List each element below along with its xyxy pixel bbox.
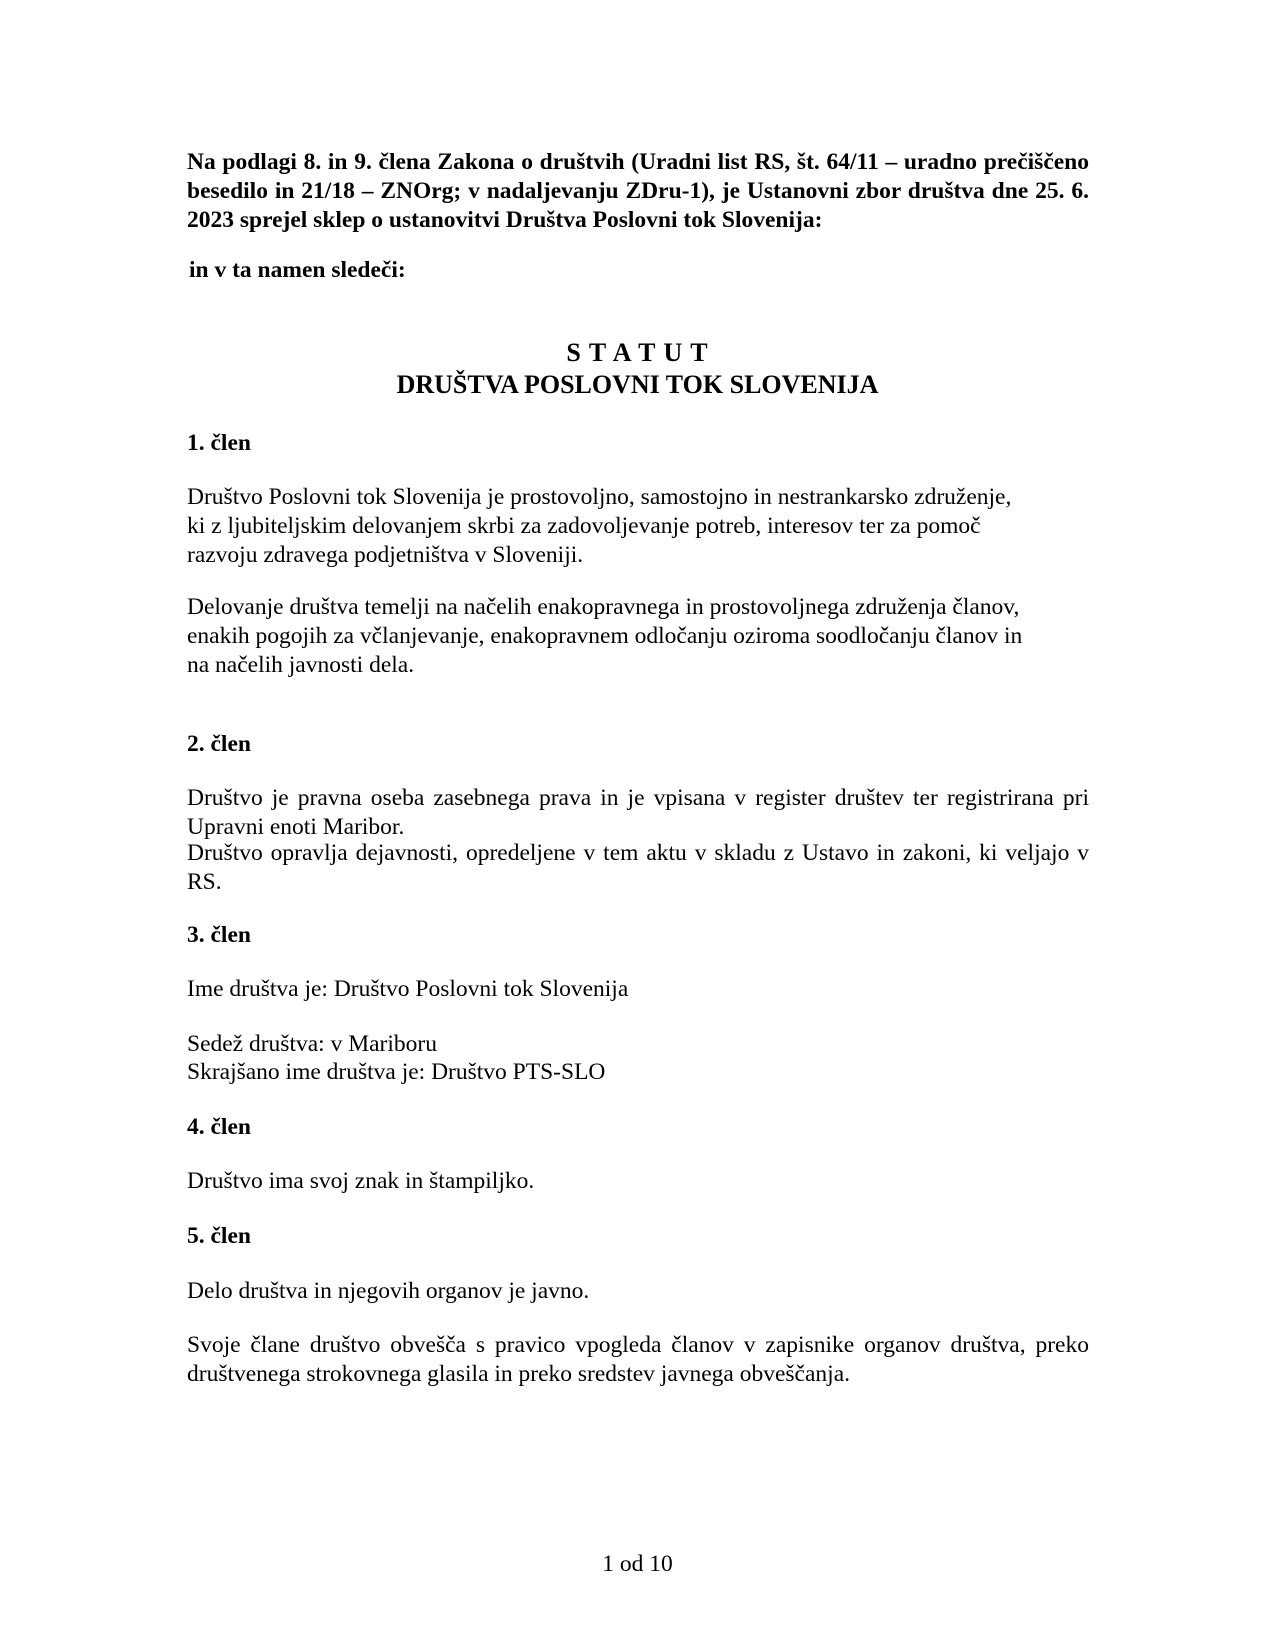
article-5-text: Delo društva in njegovih organov je javno.	[187, 1278, 590, 1304]
text-line: ki z ljubiteljskim delovanjem skrbi za zadovoljevanje potreb, interesov ter za pomoč	[187, 513, 981, 539]
article-3-name: Ime društva je: Društvo Poslovni tok Slovenija	[187, 976, 629, 1002]
page-number: 1 od 10	[602, 1551, 673, 1577]
text-line: Delovanje društva temelji na načelih enakopravnega in prostovoljnega združenja članov,	[187, 594, 1020, 620]
text-line: enakih pogojih za včlanjevanje, enakopravnem odločanju oziroma soodločanju članov in	[187, 623, 1023, 649]
article-1-heading: 1. člen	[187, 430, 251, 456]
text-line: na načelih javnosti dela.	[187, 652, 415, 678]
article-3-short-name: Skrajšano ime društva je: Društvo PTS-SLO	[187, 1059, 606, 1085]
article-1-paragraph-2	[187, 593, 1089, 680]
article-2-paragraph-2: Društvo opravlja dejavnosti, opredeljene v tem aktu v skladu z Ustavo in zakoni, ki veljajo v RS.	[187, 840, 1089, 895]
text-line: razvoju zdravega podjetništva v Sloveniji.	[187, 542, 584, 568]
article-3-seat: Sedež društva: v Mariboru	[187, 1031, 437, 1057]
text-line: Društvo Poslovni tok Slovenija je prostovoljno, samostojno in nestrankarsko združenje,	[187, 484, 1012, 510]
article-5-paragraph: Svoje člane društvo obvešča s pravico vpogleda članov v zapisnike organov društva, preko društvenega strokovnega glasila in preko sredstev javnega obveščanja.	[187, 1332, 1089, 1387]
article-2-paragraph-1: Društvo je pravna oseba zasebnega prava in je vpisana v register društev ter registrirana pri Upravni enoti Maribor.	[187, 785, 1089, 840]
preamble-intro: in v ta namen sledeči:	[189, 257, 406, 283]
article-4-text: Društvo ima svoj znak in štampiljko.	[187, 1168, 535, 1194]
preamble-text: Na podlagi 8. in 9. člena Zakona o društvih (Uradni list RS, št. 64/11 – uradno prečiščeno besedilo in 21/18 – ZNOrg; v nadaljevanju ZDru-1), je Ustanovni zbor društva dne 25. 6. 2023 sprejel sklep o ustanovitvi Društva Poslovni tok Slovenija:	[187, 149, 1089, 233]
document-subtitle: DRUŠTVA POSLOVNI TOK SLOVENIJA	[396, 370, 879, 399]
article-4-heading: 4. člen	[187, 1114, 251, 1140]
article-5-heading: 5. člen	[187, 1223, 251, 1249]
article-2-heading: 2. člen	[187, 731, 251, 757]
article-1-paragraph-1	[187, 483, 1089, 570]
article-3-heading: 3. člen	[187, 922, 251, 948]
document-title: S T A T U T	[566, 338, 709, 367]
